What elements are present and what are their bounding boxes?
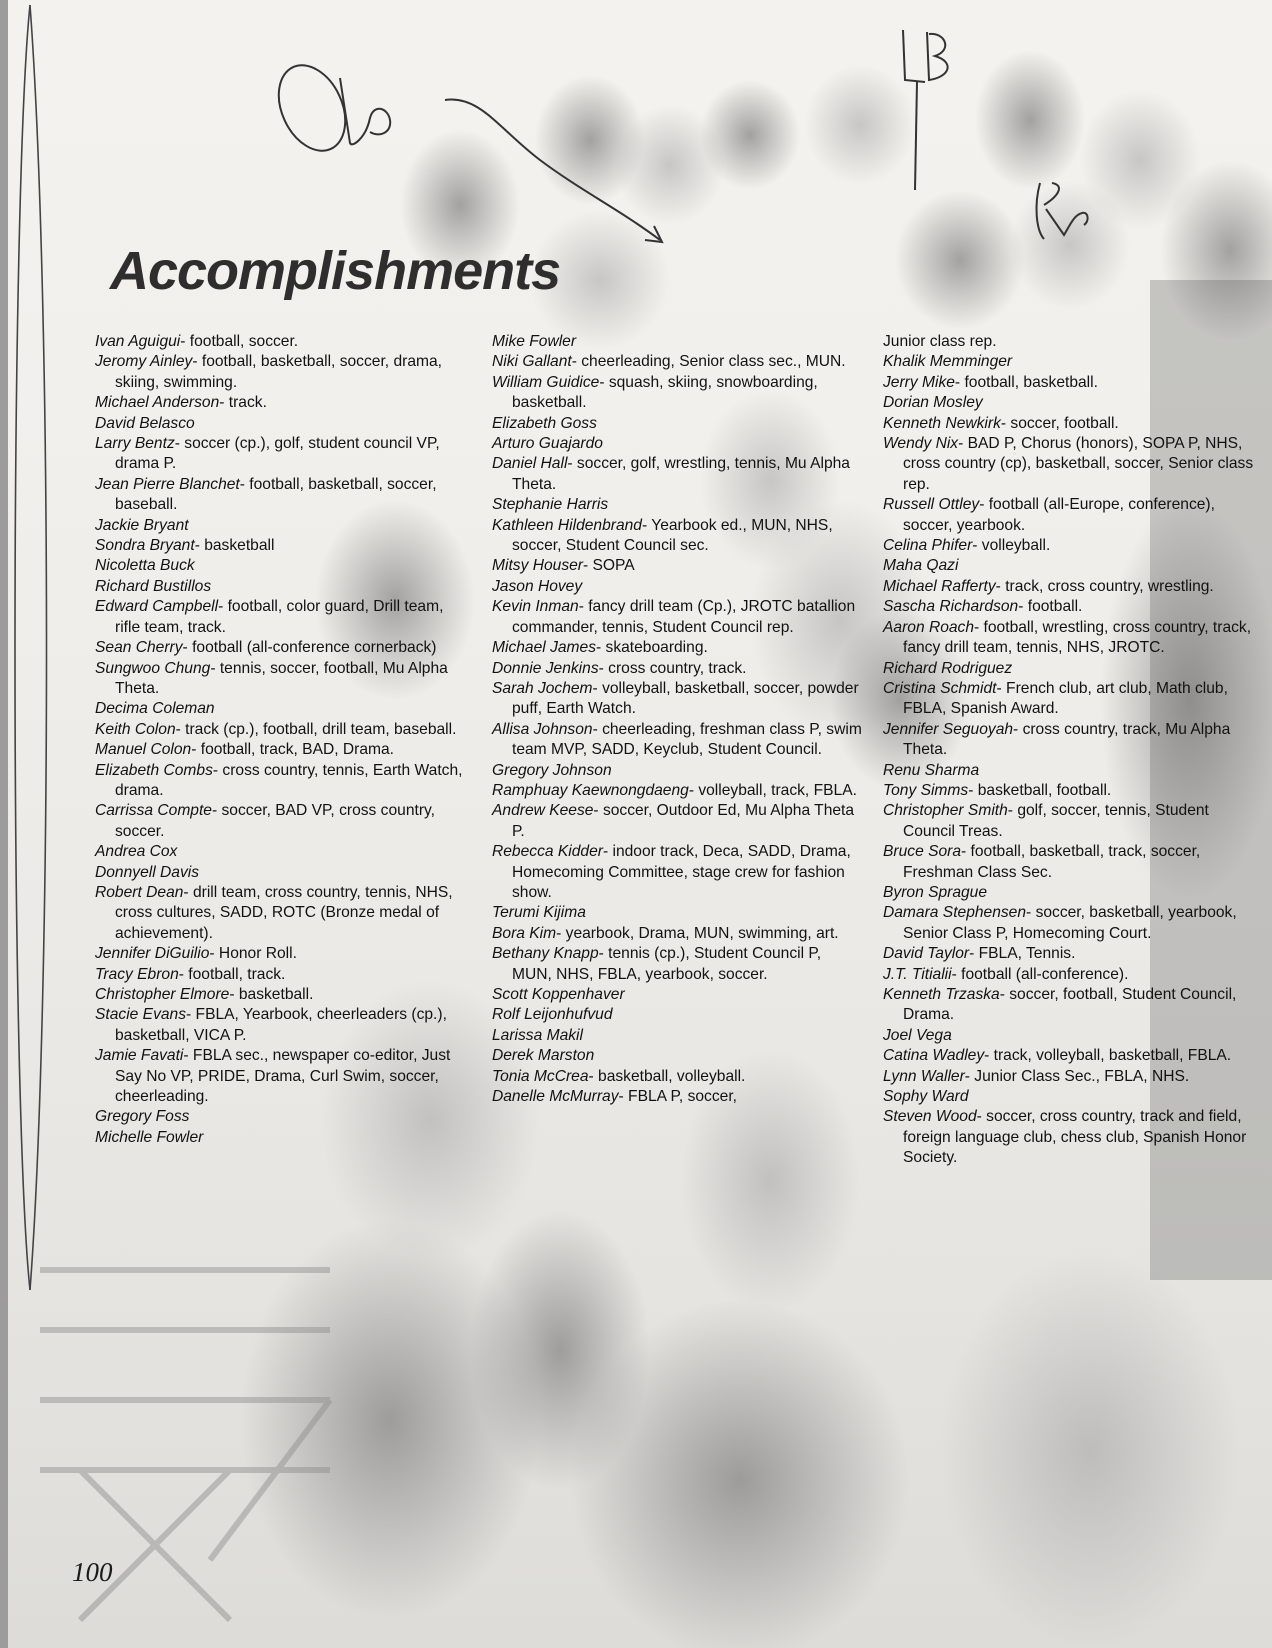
student-activities: - tennis (cp.), Student Council P, MUN, NHS, FBLA, yearbook, soccer. [512, 945, 822, 983]
student-entry [492, 638, 862, 658]
student-entry [883, 720, 1263, 761]
student-name: Richard Bustillos [95, 577, 212, 595]
student-activities: - FBLA, Yearbook, cheerleaders (cp.), basketball, VICA P. [115, 1006, 447, 1044]
student-activities: - cross country, track. [598, 659, 747, 677]
student-entry [95, 1046, 465, 1107]
student-entry [883, 536, 1263, 556]
student-entry [883, 985, 1263, 1026]
student-name: Decima Coleman [95, 700, 215, 718]
student-name: Dorian Mosley [883, 394, 983, 412]
student-entry [492, 414, 862, 434]
student-name: Kenneth Trzaska [883, 986, 1000, 1003]
student-entry [492, 1067, 862, 1087]
handwritten-signature-ked [1030, 175, 1100, 245]
student-entry [95, 863, 465, 883]
student-name: Elizabeth Combs [95, 761, 213, 779]
student-activities: - cross country, track, Mu Alpha Theta. [903, 720, 1231, 759]
student-entry [492, 924, 862, 944]
student-activities: - football. [1018, 598, 1083, 616]
student-name: Sophy Ward [883, 1088, 969, 1106]
student-activities: - FBLA, Tennis. [969, 945, 1076, 963]
student-entry [492, 454, 862, 495]
student-name: Jennifer Seguoyah [883, 720, 1014, 738]
student-activities: - soccer, basketball, yearbook, Senior Class P, Homecoming Court. [903, 904, 1237, 942]
student-entry [883, 1087, 1263, 1107]
student-name: Andrew Keese [492, 802, 594, 820]
student-activities: - BAD P, Chorus (honors), SOPA P, NHS, cross country (cp), basketball, soccer, Senior class rep. [903, 435, 1254, 493]
student-activities: - football (all-Europe, conference), soccer, yearbook. [903, 496, 1215, 534]
student-activities: - yearbook, Drama, MUN, swimming, art. [556, 924, 839, 942]
student-entry [492, 597, 862, 638]
student-entry [492, 842, 862, 903]
student-name: Robert Dean [95, 883, 184, 901]
student-activities: - cheerleading, Senior class sec., MUN. [571, 353, 846, 371]
student-entry [883, 903, 1263, 944]
student-name: Lynn Waller [883, 1067, 965, 1085]
student-activities: - volleyball, basketball, soccer, powder puff, Earth Watch. [512, 679, 859, 718]
student-name: Bethany Knapp [492, 945, 599, 963]
accomplishments-column-2 [492, 332, 862, 1107]
student-entry [95, 577, 465, 597]
student-name: Jerry Mike [883, 373, 955, 391]
student-name: Jeromy Ainley [95, 353, 193, 371]
student-entry [95, 1005, 465, 1046]
student-entry [883, 393, 1263, 413]
student-entry [883, 495, 1263, 536]
student-entry [883, 597, 1263, 617]
student-activities: Junior class rep. [883, 333, 997, 350]
student-entry [883, 883, 1263, 903]
student-activities: - football, wrestling, cross country, track, fancy drill team, tennis, NHS, JROTC. [903, 618, 1252, 657]
student-entry [883, 556, 1263, 576]
student-activities: - football, basketball, track, soccer, Freshman Class Sec. [903, 843, 1201, 881]
student-name: Larry Bentz [95, 435, 175, 453]
student-name: Ramphuay Kaewnongdaeng [492, 781, 689, 799]
student-name: Michelle Fowler [95, 1128, 204, 1146]
student-name: Damara Stephensen [883, 904, 1027, 922]
student-entry [95, 1107, 465, 1127]
student-name: Joel Vega [883, 1026, 952, 1044]
student-name: Sascha Richardson [883, 598, 1019, 616]
student-name: Christopher Elmore [95, 986, 230, 1003]
student-name: Bruce Sora [883, 843, 962, 861]
student-activities: - FBLA P, soccer, [618, 1088, 737, 1106]
student-name: Andrea Cox [95, 843, 178, 861]
student-activities: - FBLA sec., newspaper co-editor, Just Say No VP, PRIDE, Drama, Curl Swim, soccer, cheerleading. [115, 1047, 451, 1106]
student-entry [883, 1107, 1263, 1168]
student-entry [95, 720, 465, 740]
student-name: Terumi Kijima [492, 904, 586, 922]
student-name: Kenneth Newkirk [883, 414, 1001, 432]
student-activities: - track, volleyball, basketball, FBLA. [984, 1047, 1232, 1065]
student-entry [492, 801, 862, 842]
student-entry [95, 842, 465, 862]
student-entry [95, 434, 465, 475]
student-activities: - cheerleading, freshman class P, swim team MVP, SADD, Keyclub, Student Council. [512, 720, 862, 759]
student-activities: - football (all-conference cornerback) [182, 639, 437, 657]
student-name: Richard Rodriguez [883, 659, 1013, 677]
student-entry [492, 985, 862, 1005]
student-activities: - football, color guard, Drill team, rifle team, track. [115, 598, 444, 636]
student-name: Donnie Jenkins [492, 659, 599, 677]
student-entry [492, 352, 862, 372]
student-entry [95, 414, 465, 434]
student-entry [883, 434, 1263, 495]
student-name: Sean Cherry [95, 639, 183, 657]
student-name: Gregory Johnson [492, 761, 612, 779]
student-entry [95, 352, 465, 393]
student-entry [95, 638, 465, 658]
student-name: Kevin Inman [492, 598, 579, 616]
student-name: Mitsy Houser [492, 557, 583, 575]
student-name: Danelle McMurray [492, 1088, 619, 1106]
student-name: Aaron Roach [883, 618, 975, 636]
student-activities: - soccer (cp.), golf, student council VP, drama P. [115, 435, 440, 473]
student-name: Renu Sharma [883, 761, 980, 779]
student-entry [95, 965, 465, 985]
student-entry [492, 516, 862, 557]
student-name: Rolf Leijonhufvud [492, 1006, 613, 1024]
student-entry [95, 332, 465, 352]
student-name: Donnyell Davis [95, 863, 200, 881]
student-name: Celina Phifer [883, 537, 973, 555]
student-name: Bora Kim [492, 924, 557, 942]
student-entry [492, 679, 862, 720]
student-name: Christopher Smith [883, 802, 1008, 820]
student-entry [883, 352, 1263, 372]
student-name: Keith Colon [95, 720, 176, 738]
student-entry [492, 1026, 862, 1046]
student-name: Sungwoo Chung [95, 659, 211, 677]
student-name: Kathleen Hildenbrand [492, 516, 642, 534]
student-name: Daniel Hall [492, 455, 568, 473]
student-name: Carrissa Compte [95, 802, 212, 820]
student-name: Ivan Aguigui [95, 333, 181, 350]
student-activities: - football, basketball, soccer, baseball. [115, 475, 437, 514]
student-activities: - football, track, BAD, Drama. [191, 741, 395, 759]
student-name: Arturo Guajardo [492, 435, 603, 453]
student-name: Sarah Jochem [492, 679, 593, 697]
student-entry [95, 699, 465, 719]
student-activities: - fancy drill team (Cp.), JROTC batallion commander, tennis, Student Council rep. [512, 598, 856, 636]
student-entry [95, 516, 465, 536]
accomplishments-column-3 [883, 332, 1263, 1169]
student-name: Byron Sprague [883, 883, 988, 901]
student-entry [492, 903, 862, 923]
student-entry [492, 659, 862, 679]
student-activities: - football, basketball. [954, 373, 1098, 391]
student-entry [883, 373, 1263, 393]
student-activities: - basketball, football. [968, 781, 1112, 799]
student-entry [95, 536, 465, 556]
student-entry [883, 801, 1263, 842]
student-name: William Guidice [492, 373, 600, 391]
student-name: Larissa Makil [492, 1026, 583, 1044]
student-name: Tony Simms [883, 781, 969, 799]
student-entry [492, 1005, 862, 1025]
student-name: Elizabeth Goss [492, 414, 597, 432]
student-activities: - French club, art club, Math club, FBLA, Spanish Award. [903, 679, 1228, 718]
page-number: 100 [72, 1557, 113, 1587]
student-name: Scott Koppenhaver [492, 986, 625, 1003]
student-entry [883, 414, 1263, 434]
ink-arrow [440, 90, 670, 250]
student-activities: - soccer, BAD VP, cross country, soccer. [115, 802, 435, 840]
student-name: Stephanie Harris [492, 496, 609, 514]
student-name: Manuel Colon [95, 741, 192, 759]
student-entry [95, 1128, 465, 1148]
student-entry [883, 1046, 1263, 1066]
student-entry [492, 332, 862, 352]
student-name: Catina Wadley [883, 1047, 985, 1065]
student-activities: - soccer, Outdoor Ed, Mu Alpha Theta P. [512, 802, 855, 840]
student-entry [492, 434, 862, 454]
student-name: David Taylor [883, 945, 970, 963]
student-entry [883, 761, 1263, 781]
student-entry [492, 1046, 862, 1066]
student-activities: - basketball. [229, 986, 314, 1003]
student-name: J.T. Titialii [883, 965, 952, 983]
student-name: Stacie Evans [95, 1006, 187, 1024]
student-name: Russell Ottley [883, 496, 980, 514]
student-entry [95, 393, 465, 413]
student-entry [95, 597, 465, 638]
student-activities: - Junior Class Sec., FBLA, NHS. [964, 1067, 1190, 1085]
student-entry [883, 1026, 1263, 1046]
handwritten-initials-lb [895, 22, 965, 192]
student-name: Jean Pierre Blanchet [95, 475, 240, 493]
student-entry [95, 556, 465, 576]
student-entry [883, 1067, 1263, 1087]
student-activities: - indoor track, Deca, SADD, Drama, Homecoming Committee, stage crew for fashion show. [512, 843, 851, 901]
student-name: Derek Marston [492, 1047, 595, 1065]
student-entry [883, 944, 1263, 964]
student-name: Niki Gallant [492, 353, 572, 371]
student-activities: - soccer, golf, wrestling, tennis, Mu Alpha Theta. [512, 455, 850, 493]
student-activities: - soccer, football, Student Council, Drama. [903, 986, 1237, 1024]
student-activities: - football, track. [178, 965, 286, 983]
student-name: Michael Rafferty [883, 577, 996, 595]
student-name: Rebecca Kidder [492, 843, 603, 861]
student-name: Jamie Favati [95, 1047, 184, 1065]
student-activities: - skateboarding. [596, 639, 708, 657]
accomplishments-column-1 [95, 332, 465, 1148]
student-activities: - Yearbook ed., MUN, NHS, soccer, Student Council sec. [512, 516, 833, 555]
student-activities: - basketball, volleyball. [588, 1067, 746, 1085]
student-name: Sondra Bryant [95, 537, 195, 555]
student-name: Cristina Schmidt [883, 679, 997, 697]
student-entry [492, 1087, 862, 1107]
student-name: Jason Hovey [492, 577, 583, 595]
handwritten-signature-ole [270, 48, 420, 158]
page-title: Accomplishments [110, 241, 561, 301]
student-activities: - volleyball. [972, 537, 1051, 555]
student-activities: - SOPA [582, 557, 635, 575]
student-activities: - Honor Roll. [209, 945, 297, 963]
student-entry [492, 761, 862, 781]
student-entry [492, 556, 862, 576]
student-activities: - soccer, football. [1000, 414, 1119, 432]
student-entry [883, 679, 1263, 720]
student-activities: - golf, soccer, tennis, Student Council Treas. [903, 802, 1209, 840]
student-activities: - volleyball, track, FBLA. [688, 781, 857, 799]
student-activities: - cross country, tennis, Earth Watch, drama. [115, 761, 463, 799]
student-name: Nicoletta Buck [95, 557, 195, 575]
student-activities: - soccer, cross country, track and field, foreign language club, chess club, Spanish Honor Society. [903, 1108, 1247, 1167]
student-activities: - tennis, soccer, football, Mu Alpha Theta. [115, 659, 448, 697]
student-name: Allisa Johnson [492, 720, 593, 738]
student-entry [95, 740, 465, 760]
student-entry [492, 577, 862, 597]
student-entry [883, 781, 1263, 801]
student-entry [95, 883, 465, 944]
student-activities: - track (cp.), football, drill team, baseball. [175, 720, 457, 738]
binding-curve [0, 0, 60, 1648]
student-activities: - drill team, cross country, tennis, NHS, cross cultures, SADD, ROTC (Bronze medal of achievement). [115, 883, 453, 942]
student-entry [492, 781, 862, 801]
student-name: Mike Fowler [492, 333, 577, 350]
student-entry [883, 332, 1263, 352]
student-name: Tracy Ebron [95, 965, 179, 983]
student-name: David Belasco [95, 414, 195, 432]
student-name: Michael Anderson [95, 394, 220, 412]
student-entry [492, 720, 862, 761]
student-entry [95, 659, 465, 700]
student-name: Tonia McCrea [492, 1067, 589, 1085]
student-entry [883, 577, 1263, 597]
student-name: Maha Qazi [883, 557, 959, 575]
student-activities: - football (all-conference). [951, 965, 1129, 983]
student-entry [883, 965, 1263, 985]
student-entry [95, 475, 465, 516]
student-name: Edward Campbell [95, 598, 219, 616]
student-entry [883, 842, 1263, 883]
student-entry [492, 495, 862, 515]
student-activities: - squash, skiing, snowboarding, basketball. [512, 373, 818, 412]
student-name: Jackie Bryant [95, 516, 189, 534]
student-entry [95, 801, 465, 842]
student-name: Gregory Foss [95, 1108, 190, 1126]
student-activities: - track. [219, 394, 267, 412]
student-name: Michael James [492, 639, 596, 657]
student-entry [492, 373, 862, 414]
student-entry [492, 944, 862, 985]
student-name: Jennifer DiGuilio [95, 945, 210, 963]
student-name: Steven Wood [883, 1108, 977, 1126]
student-entry [883, 618, 1263, 659]
student-name: Khalik Memminger [883, 353, 1013, 371]
student-activities: - track, cross country, wrestling. [995, 577, 1214, 595]
student-entry [95, 985, 465, 1005]
student-entry [883, 659, 1263, 679]
student-activities: - football, basketball, soccer, drama, skiing, swimming. [115, 353, 442, 391]
student-activities: - football, soccer. [180, 333, 299, 350]
student-entry [95, 761, 465, 802]
student-entry [95, 944, 465, 964]
student-name: Wendy Nix [883, 435, 959, 453]
student-activities: - basketball [194, 537, 275, 555]
